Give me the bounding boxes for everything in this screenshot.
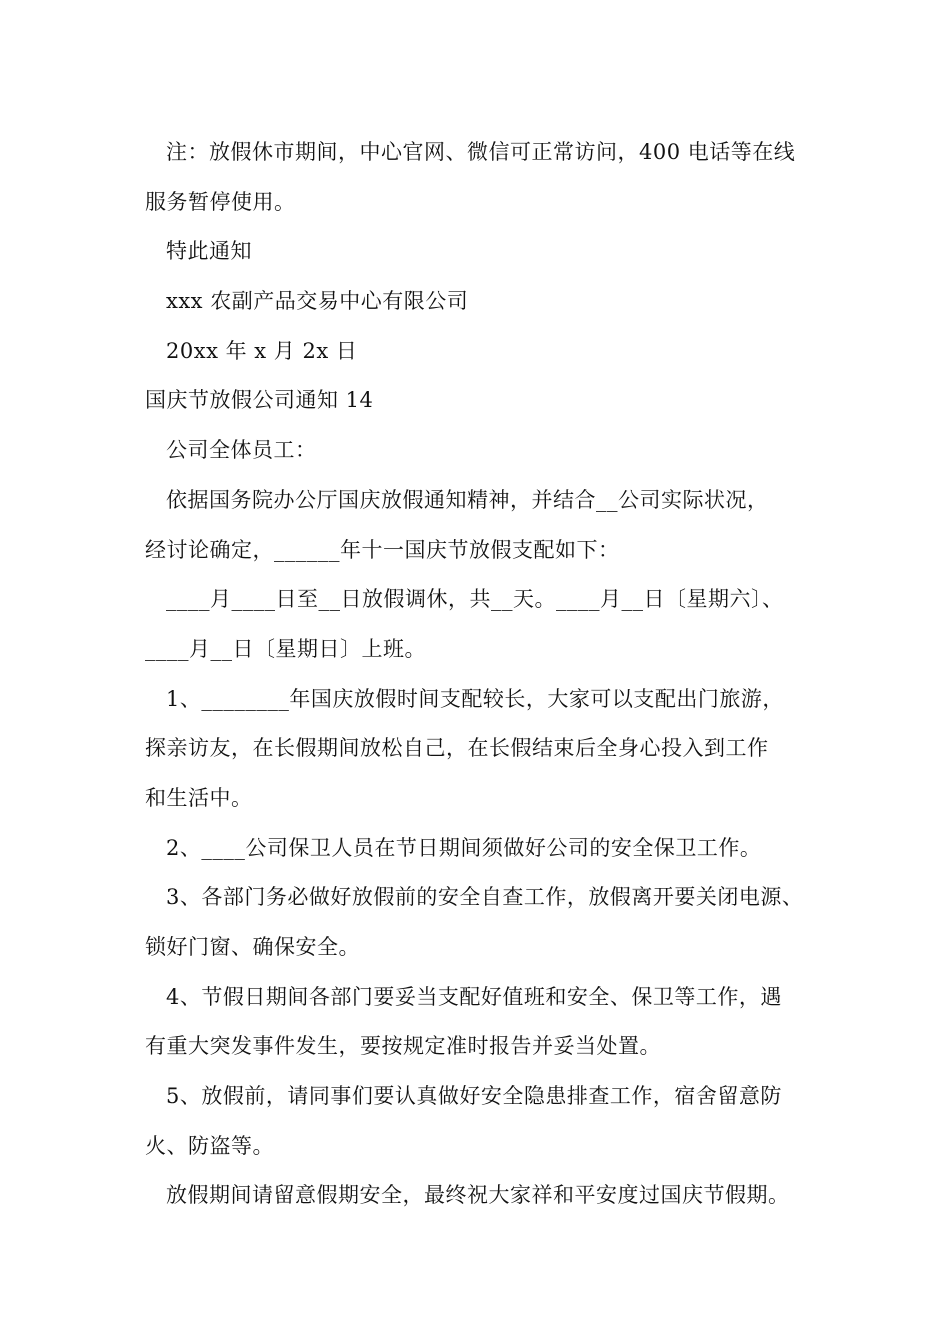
note-line-2: 服务暂停使用。 [145,189,296,214]
salutation: 公司全体员工： [166,438,317,463]
list-item-3-cont: 锁好门窗、确保安全。 [145,935,360,959]
list-item-1-cont: 和生活中。 [145,785,253,810]
list-item-5: 5、放假前，请同事们要认真做好安全隐患排查工作，宿舍留意防 [166,1084,782,1109]
list-item-5-cont: 火、防盗等。 [145,1133,274,1158]
note-line-1: 注：放假休市期间，中心官网、微信可正常访问，400 电话等在线 [166,140,796,164]
list-item-4-cont: 有重大突发事件发生，要按规定准时报告并妥当处置。 [145,1034,661,1059]
list-item-3: 3、各部门务必做好放假前的安全自查工作，放假离开要关闭电源、 [166,885,804,910]
list-item-1-cont: 探亲访友，在长假期间放松自己，在长假结束后全身心投入到工作 [145,736,769,761]
list-item-2: 2、____公司保卫人员在节日期间须做好公司的安全保卫工作。 [166,835,762,860]
document-body [145,128,825,1221]
section-title: 国庆节放假公司通知 14 [145,388,374,413]
paragraph-line: 依据国务院办公厅国庆放假通知精神，并结合__公司实际状况， [166,487,769,512]
list-item-4: 4、节假日期间各部门要妥当支配好值班和安全、保卫等工作，遇 [166,984,782,1009]
notice-closing: 特此通知 [166,239,252,264]
paragraph-line: 经讨论确定，______年十一国庆节放假支配如下： [145,537,620,562]
date-line: 20xx 年 x 月 2x 日 [166,338,358,363]
closing-paragraph: 放假期间请留意假期安全，最终祝大家祥和平安度过国庆节假期。 [166,1183,790,1208]
paragraph-line: ____月____日至__日放假调休，共__天。____月__日〔星期六〕、 [166,587,784,612]
company-signature: xxx 农副产品交易中心有限公司 [166,289,469,314]
paragraph-line: ____月__日〔星期日〕上班。 [145,636,426,661]
list-item-1: 1、________年国庆放假时间支配较长，大家可以支配出门旅游， [166,686,784,711]
